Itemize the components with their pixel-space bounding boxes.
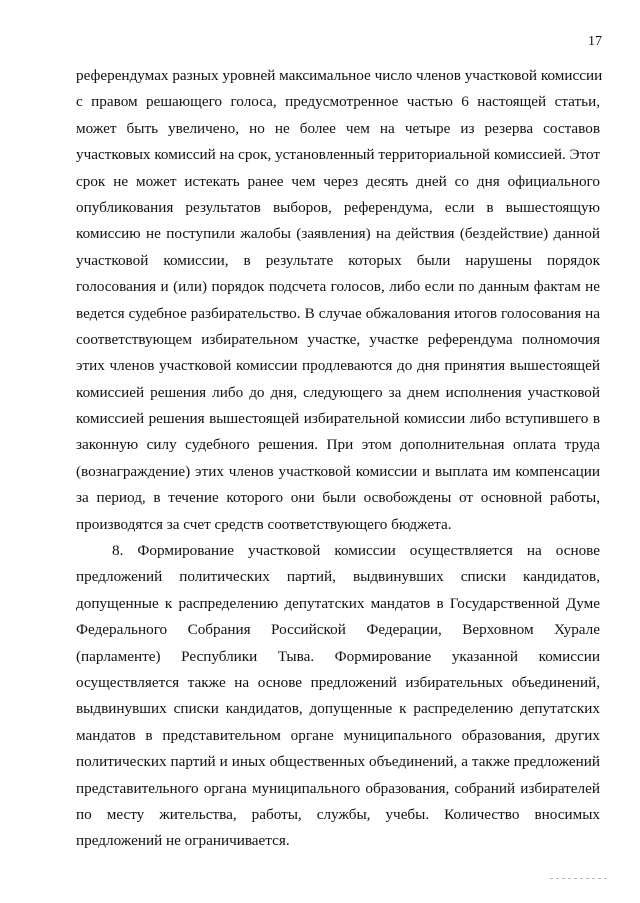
text-line: 8. Формирование участковой комиссии осуществляется на основе — [112, 542, 600, 560]
text-line: представительного органа муниципального образования, собраний избирателей — [76, 779, 600, 797]
paragraph-1 — [76, 63, 603, 538]
paragraph-2 — [76, 538, 600, 855]
text-line: голосования и (или) порядок подсчета голосов, либо если по данным фактам не — [76, 278, 600, 296]
text-line: опубликования результатов выборов, референдума, если в вышестоящую — [76, 198, 600, 216]
page-number: 17 — [588, 34, 602, 49]
text-line: срок не может истекать ранее чем через десять дней со дня официального — [76, 172, 600, 190]
text-line: комиссией решения либо до дня, следующего за днем исполнения участковой — [76, 383, 600, 401]
text-line: с правом решающего голоса, предусмотренное частью 6 настоящей статьи, — [76, 93, 600, 111]
text-line: этих членов участковой комиссии продлеваются до дня принятия вышестоящей — [76, 357, 600, 375]
text-line: комиссию не поступили жалобы (заявления) на действия (бездействие) данной — [76, 225, 600, 243]
text-line: по месту жительства, работы, службы, учебы. Количество вносимых — [76, 805, 600, 823]
text-line: комиссией решения вышестоящей избирательной комиссии либо вступившего в — [76, 410, 600, 428]
body-text — [76, 63, 603, 855]
text-line: референдумах разных уровней максимальное число членов участковой комиссии — [76, 67, 603, 84]
text-line: политических партий и иных общественных объединений, а также предложений — [76, 753, 600, 771]
text-line: предложений не ограничивается. — [76, 832, 290, 850]
scan-artifact — [550, 878, 610, 879]
text-line: Федерального Собрания Российской Федерации, Верховном Хурале — [76, 621, 600, 639]
text-line: может быть увеличено, но не более чем на четыре из резерва составов — [76, 119, 600, 137]
text-line: осуществляется также на основе предложений избирательных объединений, — [76, 673, 600, 691]
text-line: (вознаграждение) этих членов участковой комиссии и выплата им компенсации — [76, 462, 600, 480]
text-line: производятся за счет средств соответствующего бюджета. — [76, 515, 452, 533]
text-line: мандатов в представительном органе муниципального образования, других — [76, 726, 600, 744]
text-line: (парламенте) Республики Тыва. Формирование указанной комиссии — [76, 647, 600, 665]
text-line: выдвинувших списки кандидатов, допущенные к распределению депутатских — [76, 700, 600, 718]
text-line: ведется судебное разбирательство. В случае обжалования итогов голосования на — [76, 304, 600, 322]
text-line: участковых комиссий на срок, установленный территориальной комиссией. Этот — [76, 146, 601, 164]
text-line: допущенные к распределению депутатских мандатов в Государственной Думе — [76, 594, 600, 612]
text-line: соответствующем избирательном участке, участке референдума полномочия — [76, 330, 600, 348]
text-line: предложений политических партий, выдвинувших списки кандидатов, — [76, 568, 600, 586]
text-line: за период, в течение которого они были освобождены от основной работы, — [76, 489, 600, 507]
text-line: участковой комиссии, в результате которых были нарушены порядок — [76, 251, 600, 269]
text-line: законную силу судебного решения. При этом дополнительная оплата труда — [76, 436, 600, 454]
